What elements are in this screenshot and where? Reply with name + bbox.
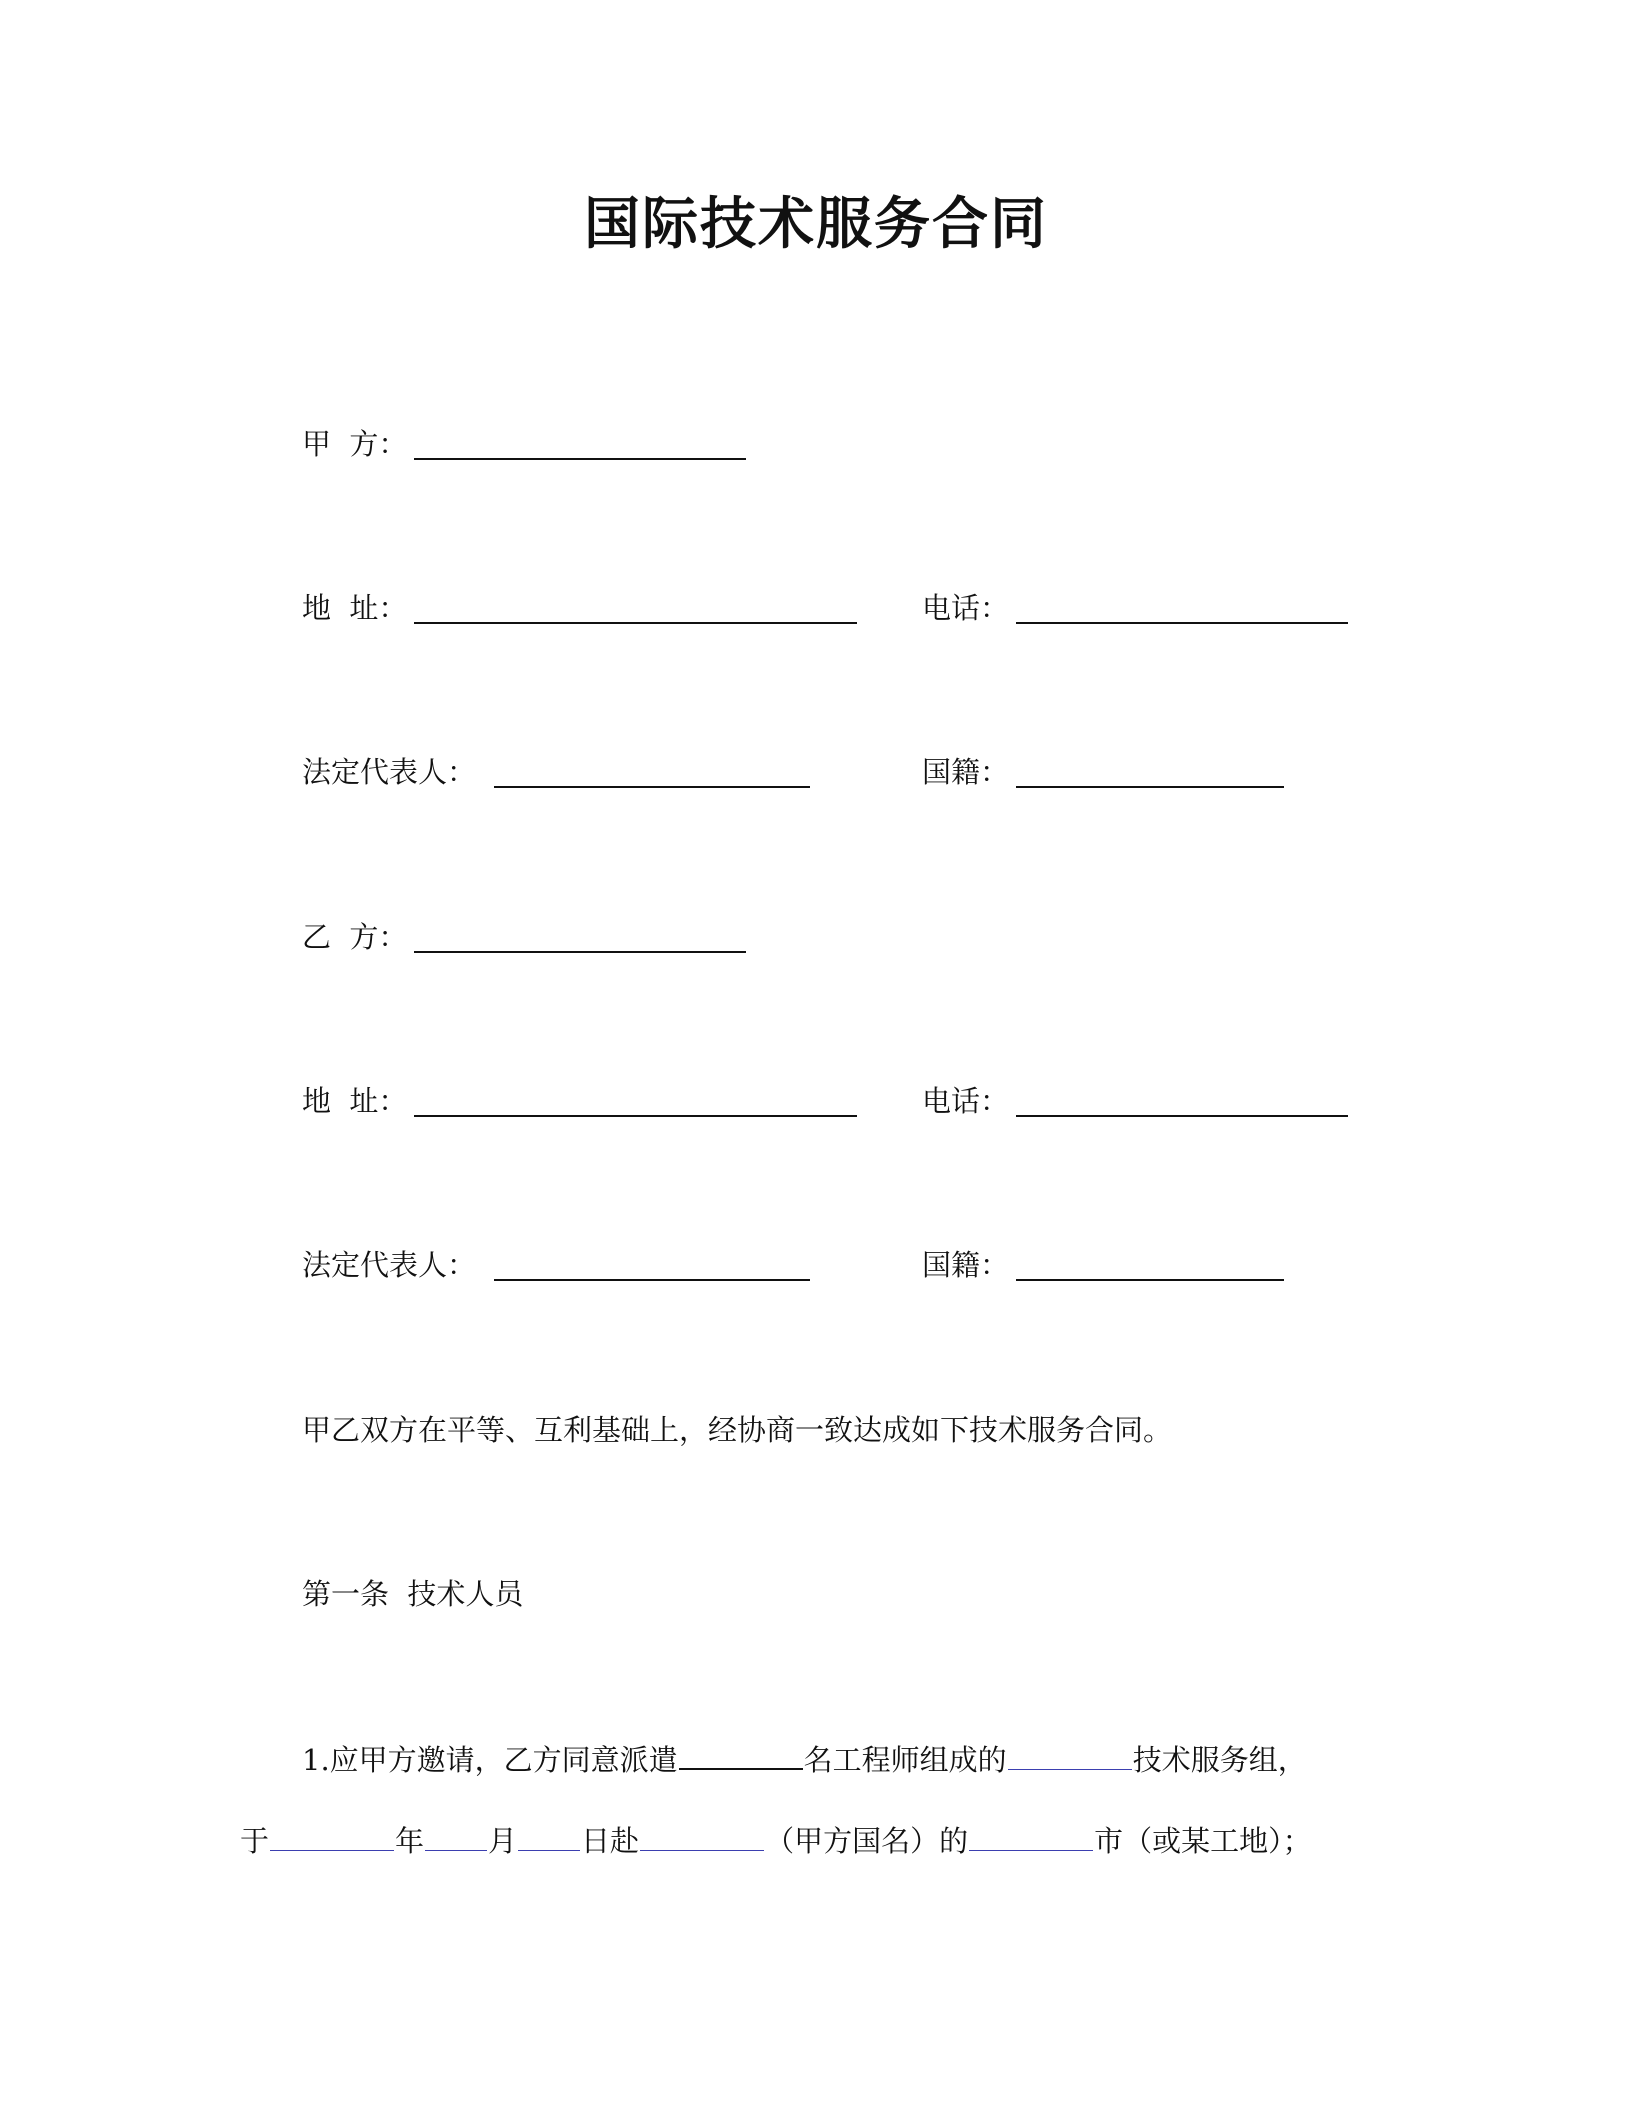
party-a-rep-row <box>302 752 1362 796</box>
party-b-name-field[interactable] <box>414 951 746 953</box>
party-b-nationality-field[interactable] <box>1016 1279 1284 1281</box>
clause-1-text-5: 年 <box>395 1824 425 1858</box>
party-b-address-row <box>302 1081 1362 1125</box>
article-1-heading: 第一条 技术人员 <box>302 1577 524 1611</box>
party-b-name-label: 乙 方： <box>302 920 408 954</box>
party-a-address-label: 地 址： <box>302 591 408 625</box>
party-b-address-label: 地 址： <box>302 1084 408 1118</box>
service-group-field[interactable] <box>1008 1739 1132 1770</box>
clause-1-text-4: 于 <box>240 1824 270 1858</box>
document-title: 国际技术服务合同 <box>584 192 1048 257</box>
party-b-nationality-label: 国籍： <box>922 1248 1010 1282</box>
party-a-name-label: 甲 方： <box>302 427 408 461</box>
party-b-phone-label: 电话： <box>922 1084 1010 1118</box>
clause-1-line-1 <box>302 1738 1307 1780</box>
party-a-name-row <box>302 424 802 468</box>
party-b-rep-label: 法定代表人： <box>302 1248 477 1282</box>
intro-paragraph: 甲乙双方在平等、互利基础上，经协商一致达成如下技术服务合同。 <box>302 1413 1173 1447</box>
party-b-address-field[interactable] <box>414 1115 857 1117</box>
party-a-name-field[interactable] <box>414 458 746 460</box>
party-a-phone-field[interactable] <box>1016 622 1348 624</box>
party-a-phone-label: 电话： <box>922 591 1010 625</box>
clause-1-text-2: 名工程师组成的 <box>803 1743 1007 1777</box>
clause-1-text-6: 月 <box>488 1824 518 1858</box>
party-a-rep-field[interactable] <box>494 786 810 788</box>
party-a-nationality-label: 国籍： <box>922 755 1010 789</box>
party-a-nationality-field[interactable] <box>1016 786 1284 788</box>
city-field[interactable] <box>969 1820 1093 1851</box>
day-field[interactable] <box>518 1820 580 1851</box>
party-b-phone-field[interactable] <box>1016 1115 1348 1117</box>
party-a-address-row <box>302 588 1362 632</box>
clause-1-text-1: 1.应甲方邀请，乙方同意派遣 <box>302 1743 678 1777</box>
party-a-rep-label: 法定代表人： <box>302 755 477 789</box>
year-field[interactable] <box>270 1820 394 1851</box>
party-b-rep-row <box>302 1245 1362 1289</box>
country-field[interactable] <box>640 1820 764 1851</box>
clause-1-text-7: 日赴 <box>581 1824 640 1858</box>
clause-1-text-8: （甲方国名）的 <box>765 1824 969 1858</box>
engineer-count-field[interactable] <box>679 1738 803 1770</box>
clause-1-text-9: 市（或某工地）； <box>1094 1824 1312 1858</box>
clause-1-text-3: 技术服务组， <box>1132 1743 1307 1777</box>
clause-1-line-2 <box>240 1820 1312 1861</box>
party-b-name-row <box>302 917 802 961</box>
party-b-rep-field[interactable] <box>494 1279 810 1281</box>
party-a-address-field[interactable] <box>414 622 857 624</box>
month-field[interactable] <box>425 1820 487 1851</box>
